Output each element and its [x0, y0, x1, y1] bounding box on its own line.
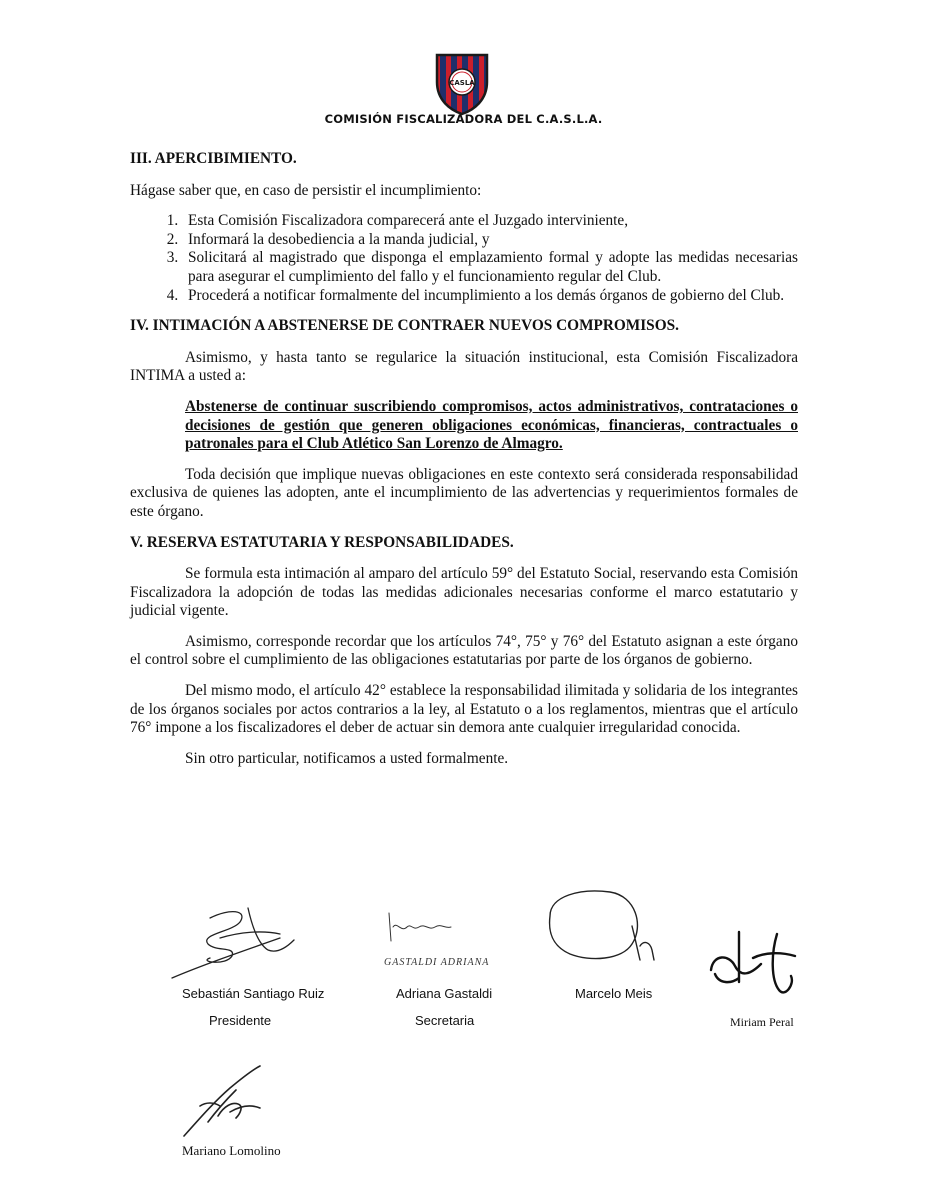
section-heading-intimacion: IV. INTIMACIÓN A ABSTENERSE DE CONTRAER NUEVOS COMPROMISOS. — [130, 317, 679, 335]
organization-title: COMISIÓN FISCALIZADORA DEL C.A.S.L.A. — [324, 112, 603, 126]
handwritten-name: GASTALDI ADRIANA — [384, 957, 490, 968]
paragraph: Asimismo, y hasta tanto se regularice la situación institucional, esta Comisión Fiscalizadora INTIMA a usted a: — [130, 348, 798, 385]
document-body — [130, 150, 798, 780]
closing-line: Sin otro particular, notificamos a usted formalmente. — [185, 749, 509, 767]
paragraph: Toda decisión que implique nuevas obligaciones en este contexto será considerada responsabilidad exclusiva de quienes las adopten, ante el incumplimiento de las advertencias y requerimientos formales de este órgano. — [130, 465, 798, 520]
list-item: 2. Informará la desobediencia a la manda judicial, y — [182, 231, 798, 250]
paragraph: Hágase saber que, en caso de persistir el incumplimiento: — [130, 181, 482, 199]
signer-name: Miriam Peral — [730, 1015, 794, 1029]
section-heading-apercibimiento: III. APERCIBIMIENTO. — [130, 150, 297, 167]
club-crest-logo — [434, 52, 490, 116]
signature-ruiz — [170, 900, 300, 982]
paragraph: Del mismo modo, el artículo 42° establece la responsabilidad ilimitada y solidaria de los integrantes de los órganos sociales por actos contrarios a la ley, al Estatuto o a los reglamentos, mientras que el artículo 76° impone a los fiscalizadores el deber de actuar sin demora ante cualquier irregularidad conocida. — [130, 682, 798, 737]
signature-gastaldi — [385, 905, 455, 945]
signer-name: Sebastián Santiago Ruiz — [182, 986, 325, 1001]
intimation-statement: Abstenerse de continuar suscribiendo compromisos, actos administrativos, contrataciones o decisiones de gestión que generen obligaciones económicas, financieras, contractuales o patronales para el Club Atlético San Lorenzo de Almagro. — [185, 397, 798, 453]
signer-role: Presidente — [209, 1013, 272, 1028]
signature-lomolino — [180, 1062, 280, 1140]
signer-name: Marcelo Meis — [575, 986, 653, 1001]
list-item: 4. Procederá a notificar formalmente del incumplimiento a los demás órganos de gobierno del Club. — [182, 287, 798, 306]
svg-text:CASLA: CASLA — [449, 79, 475, 87]
list-item: 1. Esta Comisión Fiscalizadora comparecerá ante el Juzgado interviniente, — [182, 212, 798, 231]
paragraph: Se formula esta intimación al amparo del artículo 59° del Estatuto Social, reservando esta Comisión Fiscalizadora la adopción de todas las medidas adicionales necesarias conforme el marco estatutario y judicial vigente. — [130, 565, 798, 620]
signer-name: Mariano Lomolino — [182, 1143, 281, 1158]
signer-role: Secretaria — [415, 1013, 475, 1028]
signature-meis — [540, 886, 660, 966]
signer-name: Adriana Gastaldi — [396, 986, 493, 1001]
signature-peral — [705, 928, 815, 1010]
paragraph: Asimismo, corresponde recordar que los artículos 74°, 75° y 76° del Estatuto asignan a este órgano el control sobre el cumplimiento de las obligaciones estatutarias por parte de los órganos de gobierno. — [130, 632, 798, 669]
section-heading-reserva: V. RESERVA ESTATUTARIA Y RESPONSABILIDADES. — [130, 533, 514, 551]
warning-list — [130, 212, 798, 305]
list-item: 3. Solicitará al magistrado que disponga el emplazamiento formal y adopte las medidas necesarias para asegurar el cumplimiento del fallo y el funcionamiento regular del Club. — [182, 249, 798, 286]
